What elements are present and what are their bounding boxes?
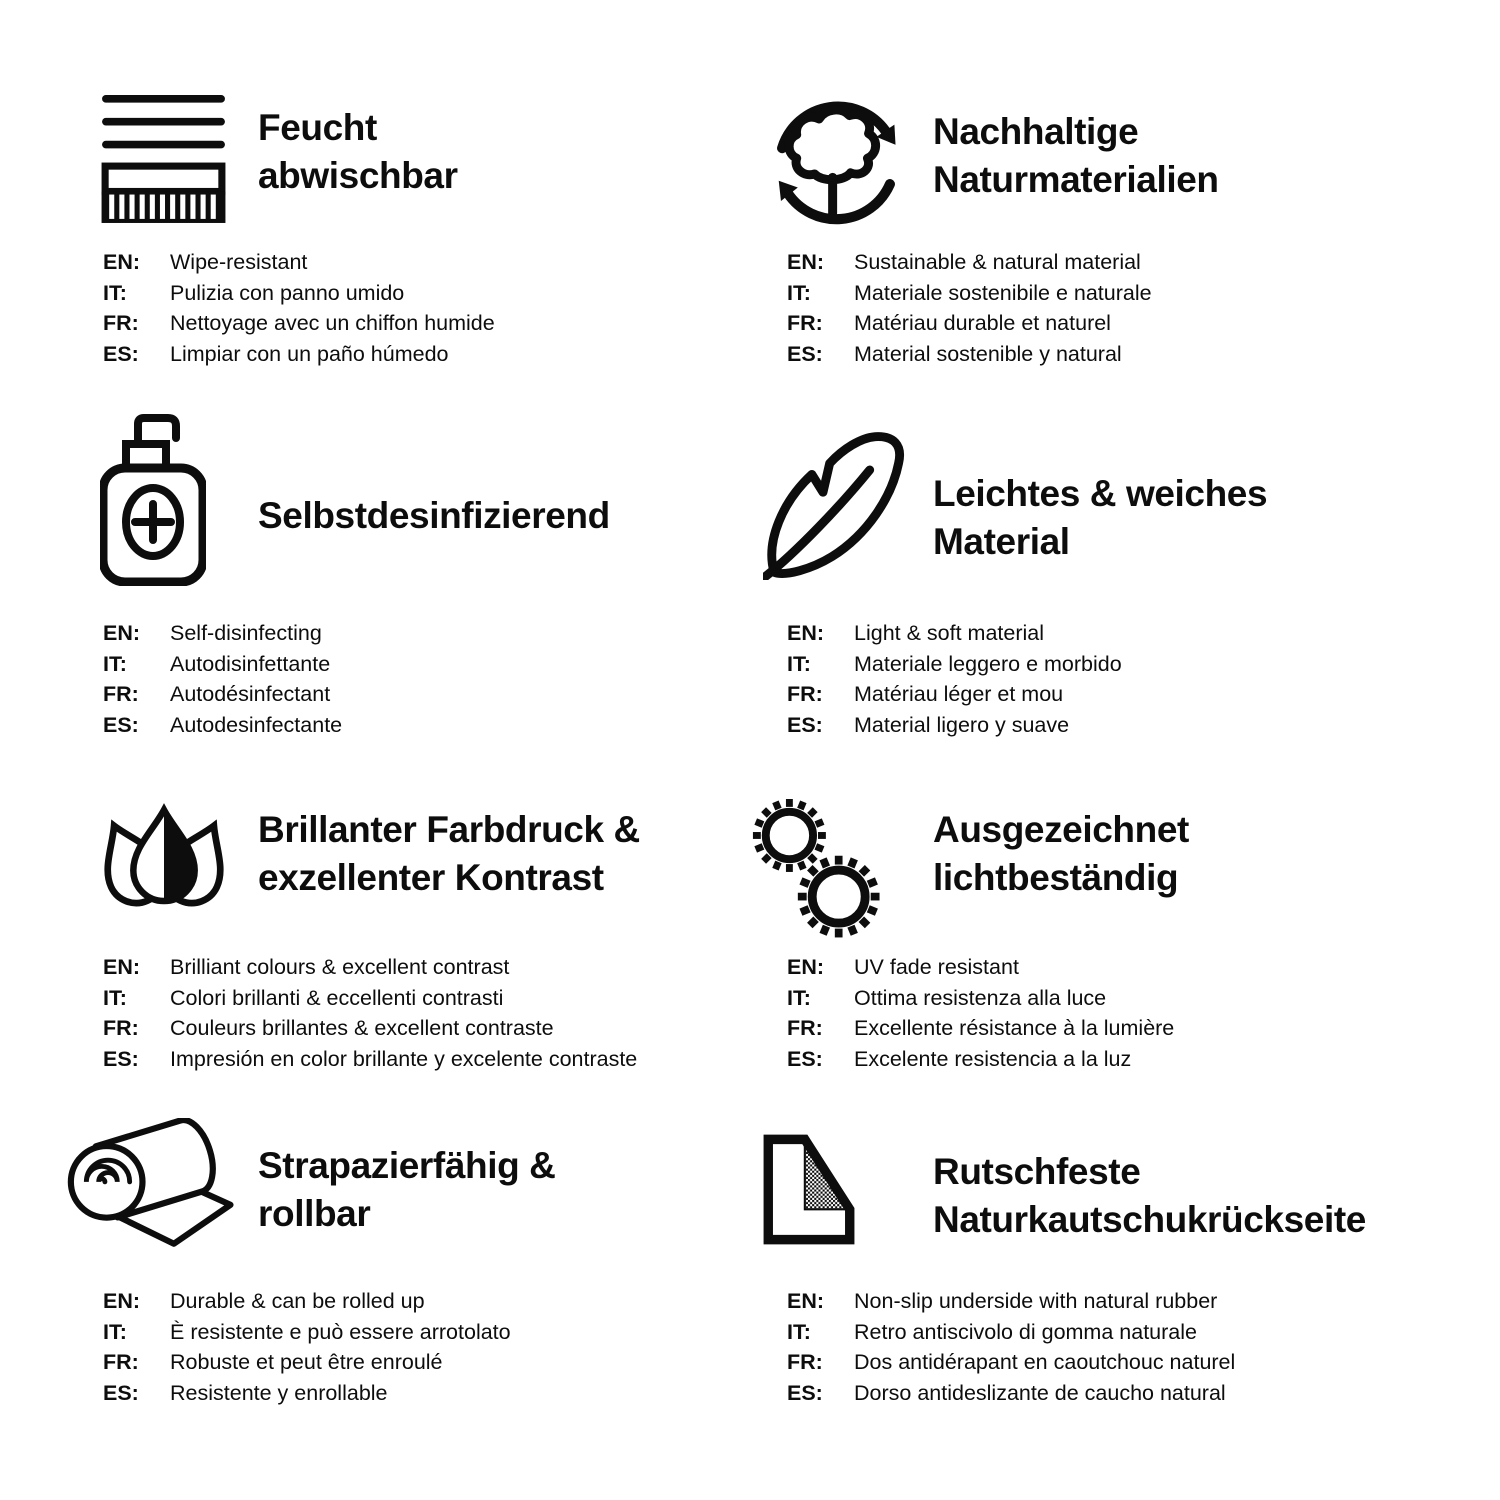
translation-text: Material ligero y suave: [854, 712, 1070, 737]
translations: [103, 1286, 743, 1408]
language-label: FR:: [103, 1016, 139, 1040]
translation-row: [787, 952, 1427, 983]
translation-text: Retro antiscivolo di gomma naturale: [854, 1319, 1197, 1344]
language-label: FR:: [103, 311, 139, 335]
translation-row: [103, 1286, 743, 1317]
language-label: IT:: [103, 1319, 127, 1344]
language-label: EN:: [787, 955, 825, 979]
translation-text: Excelente resistencia a la luz: [854, 1046, 1132, 1071]
translation-text: Colori brillanti & eccellenti contrasti: [170, 985, 504, 1010]
translation-row: [787, 618, 1427, 649]
translation-text: Autodésinfectant: [170, 682, 331, 706]
language-label: EN:: [103, 1289, 141, 1313]
translation-row: [787, 1044, 1427, 1075]
feature-title: Ausgezeichnet lichtbeständig: [933, 809, 1189, 898]
translations: [787, 618, 1427, 740]
translations: [103, 952, 743, 1074]
language-label: IT:: [787, 1319, 811, 1344]
translation-row: [103, 339, 743, 370]
translation-text: Wipe-resistant: [170, 250, 308, 274]
translation-text: Material sostenible y natural: [854, 341, 1122, 366]
language-label: FR:: [103, 1350, 139, 1374]
language-label: IT:: [787, 985, 811, 1010]
language-label: EN:: [787, 250, 825, 274]
language-label: FR:: [787, 1350, 823, 1374]
translation-text: Robuste et peut être enroulé: [170, 1350, 443, 1374]
translation-text: Matériau durable et naturel: [854, 311, 1111, 335]
translation-text: Light & soft material: [854, 621, 1045, 645]
language-label: ES:: [787, 341, 823, 366]
feature-title: Rutschfeste Naturkautschukrückseite: [933, 1151, 1366, 1240]
translation-row: [103, 679, 743, 710]
translation-row: [787, 1013, 1427, 1044]
translations: [787, 952, 1427, 1074]
language-label: ES:: [103, 1380, 139, 1405]
translation-row: [787, 278, 1427, 309]
feature-title: Strapazierfähig & rollbar: [258, 1145, 556, 1234]
translation-row: [787, 1286, 1427, 1317]
language-label: FR:: [787, 1016, 823, 1040]
language-label: ES:: [103, 341, 139, 366]
translation-row: [787, 247, 1427, 278]
language-label: IT:: [787, 651, 811, 676]
language-label: ES:: [787, 1380, 823, 1405]
translation-row: [787, 1317, 1427, 1348]
language-label: EN:: [103, 955, 141, 979]
translation-text: Excellente résistance à la lumière: [854, 1016, 1175, 1040]
soap-dispenser-icon: [100, 414, 206, 586]
translation-text: Self-disinfecting: [170, 621, 322, 645]
translation-row: [103, 247, 743, 278]
translation-row: [787, 983, 1427, 1014]
translations: [103, 618, 743, 740]
translation-text: Brilliant colours & excellent contrast: [170, 955, 510, 979]
feather-icon: [763, 430, 913, 580]
translation-text: Autodesinfectante: [170, 712, 343, 737]
translation-text: Dos antidérapant en caoutchouc naturel: [854, 1350, 1236, 1374]
translation-row: [787, 679, 1427, 710]
translation-row: [103, 983, 743, 1014]
translation-text: Materiale sostenibile e naturale: [854, 280, 1152, 305]
feature-title: Nachhaltige Naturmaterialien: [933, 111, 1219, 200]
language-label: ES:: [787, 712, 823, 737]
translation-row: [787, 710, 1427, 741]
uv-suns-icon: [748, 792, 886, 945]
translation-text: Ottima resistenza alla luce: [854, 985, 1107, 1010]
translation-text: Autodisinfettante: [170, 651, 331, 676]
mat-roll-icon: [66, 1118, 234, 1251]
translation-text: Nettoyage avec un chiffon humide: [170, 311, 495, 335]
feature-title: Brillanter Farbdruck & exzellenter Kontrast: [258, 809, 640, 898]
translation-row: [103, 1317, 743, 1348]
language-label: EN:: [103, 621, 141, 645]
language-label: IT:: [103, 985, 127, 1010]
translations: [787, 1286, 1427, 1408]
translation-row: [103, 1378, 743, 1409]
translation-text: Matériau léger et mou: [854, 682, 1064, 706]
translation-row: [103, 278, 743, 309]
translation-row: [103, 1013, 743, 1044]
language-label: ES:: [103, 712, 139, 737]
translation-row: [103, 618, 743, 649]
translation-row: [103, 710, 743, 741]
language-label: FR:: [787, 311, 823, 335]
feature-title: Leichtes & weiches Material: [933, 473, 1268, 562]
translation-text: Resistente y enrollable: [170, 1380, 388, 1405]
language-label: ES:: [103, 1046, 139, 1071]
translation-text: Dorso antideslizante de caucho natural: [854, 1380, 1226, 1405]
translation-row: [103, 1347, 743, 1378]
language-label: EN:: [103, 250, 141, 274]
language-label: IT:: [103, 280, 127, 305]
translation-row: [103, 952, 743, 983]
translation-row: [787, 308, 1427, 339]
translation-row: [787, 1378, 1427, 1409]
translation-row: [787, 339, 1427, 370]
translation-row: [103, 649, 743, 680]
translation-text: Limpiar con un paño húmedo: [170, 341, 449, 366]
translation-row: [103, 1044, 743, 1075]
language-label: IT:: [103, 651, 127, 676]
translation-text: Sustainable & natural material: [854, 250, 1141, 274]
recycle-tree-icon: [763, 92, 909, 238]
translation-row: [787, 1347, 1427, 1378]
language-label: EN:: [787, 1289, 825, 1313]
translations: [787, 247, 1427, 369]
translation-text: Durable & can be rolled up: [170, 1289, 425, 1313]
language-label: FR:: [103, 682, 139, 706]
translation-text: Impresión en color brillante y excelente contraste: [170, 1046, 638, 1071]
translations: [103, 247, 743, 369]
wipe-brush-icon: [100, 93, 227, 225]
translation-text: Pulizia con panno umido: [170, 280, 405, 305]
feature-title: Feucht abwischbar: [258, 107, 458, 196]
color-drops-icon: [94, 796, 234, 928]
translation-row: [103, 308, 743, 339]
translation-text: Non-slip underside with natural rubber: [854, 1289, 1218, 1313]
feature-title: Selbstdesinfizierend: [258, 495, 610, 536]
language-label: EN:: [787, 621, 825, 645]
translation-text: Materiale leggero e morbido: [854, 651, 1122, 676]
translation-text: UV fade resistant: [854, 955, 1019, 979]
nonslip-corner-icon: [762, 1133, 856, 1246]
translation-row: [787, 649, 1427, 680]
translation-text: Couleurs brillantes & excellent contraste: [170, 1016, 554, 1040]
language-label: FR:: [787, 682, 823, 706]
translation-text: È resistente e può essere arrotolato: [170, 1319, 511, 1344]
language-label: IT:: [787, 280, 811, 305]
language-label: ES:: [787, 1046, 823, 1071]
